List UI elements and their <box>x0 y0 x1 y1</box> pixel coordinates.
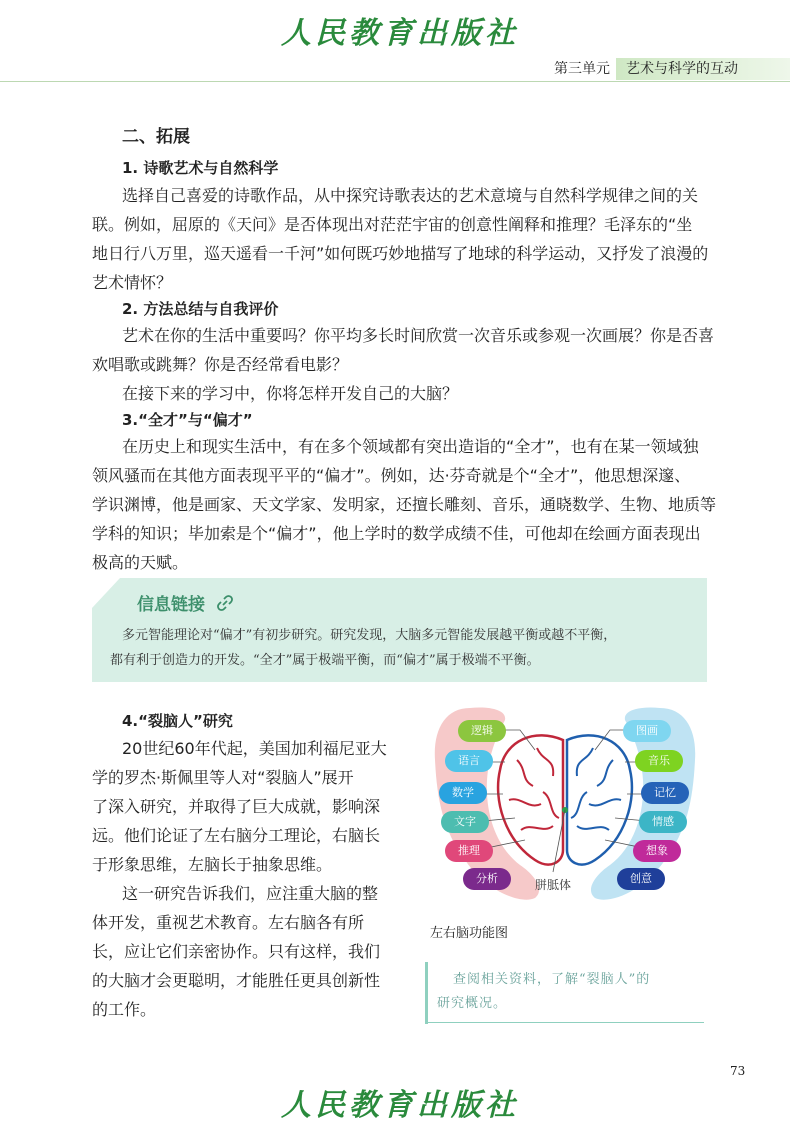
link-icon <box>215 593 235 613</box>
brain-diagram <box>425 700 705 910</box>
sub3-line-4: 学科的知识；毕加索是个“偏才”，他上学时的数学成绩不佳，可他却在绘画方面表现出 <box>92 524 701 543</box>
brain-label-logic: 逻辑 <box>458 720 506 742</box>
brain-label-language: 语言 <box>445 750 493 772</box>
brain-label-writing: 文字 <box>441 811 489 833</box>
brain-caption: 左右脑功能图 <box>430 926 509 941</box>
sub4-line-7: 体开发，重视艺术教育。左右脑各有所 <box>92 913 365 932</box>
sub2-line-3: 在接下来的学习中，你将怎样开发自己的大脑？ <box>122 384 459 403</box>
brain-label-memory: 记忆 <box>641 782 689 804</box>
sub4-line-6: 这一研究告诉我们，应注重大脑的整 <box>122 884 379 903</box>
sub2-heading: 2. 方法总结与自我评价 <box>122 300 279 318</box>
sub3-line-3: 学识渊博，他是画家、天文学家、发明家，还擅长雕刻、音乐，通晓数学、生物、地质等 <box>92 495 717 514</box>
unit-title: 艺术与科学的互动 <box>616 58 790 80</box>
sub4-line-5: 于形象思维，左脑长于抽象思维。 <box>92 855 333 874</box>
brain-label-drawing: 图画 <box>623 720 671 742</box>
brain-label-reasoning: 推理 <box>445 840 493 862</box>
sub4-line-9: 的大脑才会更聪明，才能胜任更具创新性 <box>92 971 381 990</box>
note-line-2: 研究概况。 <box>437 996 508 1011</box>
sub1-line-3: 地日行八万里，巡天遥看一千河”如何既巧妙地描写了地球的科学运动，又抒发了浪漫的 <box>92 244 709 263</box>
sub3-heading: 3.“全才”与“偏才” <box>122 411 253 429</box>
info-title: 信息链接 <box>137 595 205 615</box>
brain-label-imagination: 想象 <box>633 840 681 862</box>
sub2-line-1: 艺术在你的生活中重要吗？你平均多长时间欣赏一次音乐或参观一次画展？你是否喜 <box>122 326 715 345</box>
publisher-logo-bottom: 人民教育出版社 <box>281 1088 519 1123</box>
brain-label-emotion: 情感 <box>639 811 687 833</box>
brain-label-music: 音乐 <box>635 750 683 772</box>
note-line-1: 查阅相关资料，了解“裂脑人”的 <box>453 972 651 987</box>
sub3-line-5: 极高的天赋。 <box>92 553 189 572</box>
sub3-line-1: 在历史上和现实生活中，有在多个领域都有突出造诣的“全才”，也有在某一领域独 <box>122 437 699 456</box>
info-line-1: 多元智能理论对“偏才”有初步研究。研究发现，大脑多元智能发展越平衡或越不平衡， <box>122 628 617 643</box>
unit-number: 第三单元 <box>554 61 610 77</box>
publisher-logo-top: 人民教育出版社 <box>281 16 519 51</box>
note-underline <box>428 1022 704 1023</box>
sub1-line-1: 选择自己喜爱的诗歌作品，从中探究诗歌表达的艺术意境与自然科学规律之间的关 <box>122 186 699 205</box>
sub4-line-2: 学的罗杰·斯佩里等人对“裂脑人”展开 <box>92 768 354 787</box>
note-text <box>437 968 699 1016</box>
sub4-line-10: 的工作。 <box>92 1000 157 1019</box>
unit-header <box>548 58 790 80</box>
header-rule <box>0 81 790 82</box>
info-title-row <box>137 590 235 615</box>
sub4-heading: 4.“裂脑人”研究 <box>122 712 233 730</box>
sub4-line-1: 20世纪60年代起，美国加利福尼亚大 <box>122 739 387 758</box>
info-line-2: 都有利于创造力的开发。“全才”属于极端平衡，而“偏才”属于极端不平衡。 <box>110 653 540 668</box>
sub1-heading: 1. 诗歌艺术与自然科学 <box>122 159 279 177</box>
sub4-line-4: 远。他们论证了左右脑分工理论，右脑长 <box>92 826 381 845</box>
sub3-line-2: 领风骚而在其他方面表现平平的“偏才”。例如，达·芬奇就是个“全才”，他思想深邃、 <box>92 466 691 485</box>
corpus-callosum-label: 胼胝体 <box>535 878 572 892</box>
sub2-line-2: 欢唱歌或跳舞？你是否经常看电影？ <box>92 355 349 374</box>
sub4-line-3: 了深入研究，并取得了巨大成就，影响深 <box>92 797 381 816</box>
sub1-line-4: 艺术情怀？ <box>92 273 173 292</box>
brain-label-analysis: 分析 <box>463 868 511 890</box>
brain-label-math: 数学 <box>439 782 487 804</box>
brain-label-creativity: 创意 <box>617 868 665 890</box>
sub4-line-8: 长，应让它们亲密协作。只有这样，我们 <box>92 942 381 961</box>
page-number: 73 <box>730 1064 746 1078</box>
sub1-line-2: 联。例如，屈原的《天问》是否体现出对茫茫宇宙的创意性阐释和推理？毛泽东的“坐 <box>92 215 693 234</box>
info-text <box>110 623 700 673</box>
section-title: 二、拓展 <box>122 127 190 147</box>
